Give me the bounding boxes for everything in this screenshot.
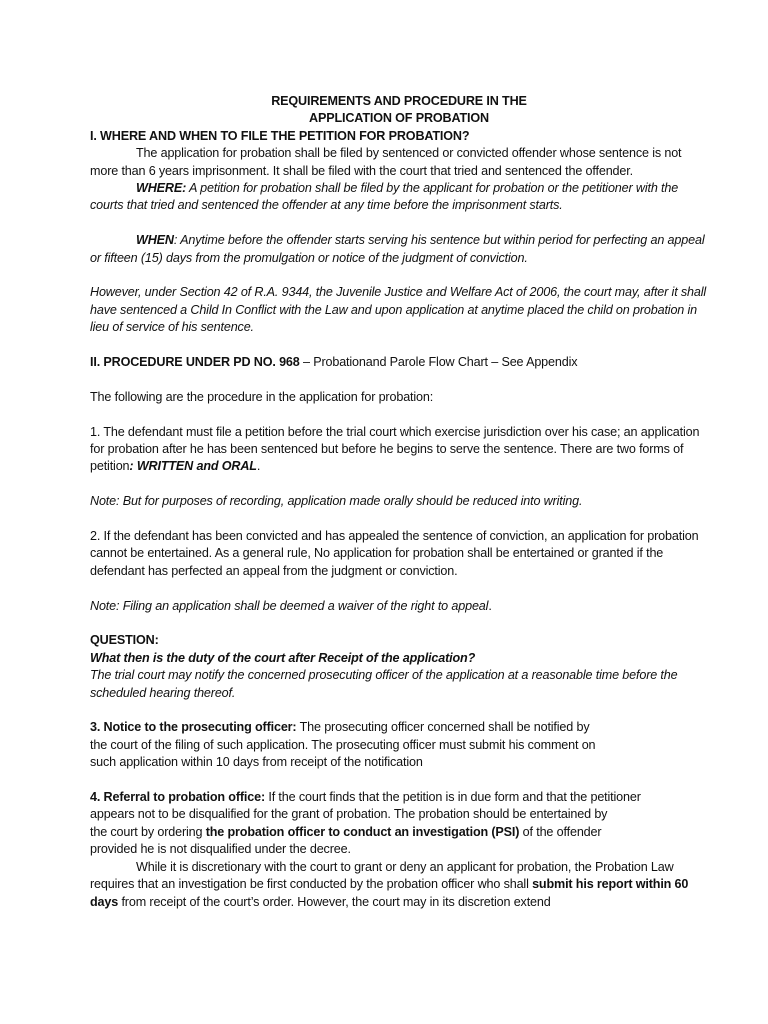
document-title-line-2: APPLICATION OF PROBATION bbox=[309, 111, 489, 126]
where-paragraph bbox=[90, 180, 708, 215]
step-3-line-1-text: The prosecuting officer concerned shall be notified by bbox=[296, 720, 590, 735]
however-paragraph: However, under Section 42 of R.A. 9344, the Juvenile Justice and Welfare Act of 2006, the court may, after it shall have sentenced a Child In Conflict with the Law and upon application at anytime placed the child on probation in lieu of service of his sentence. bbox=[90, 285, 707, 335]
step-3-line-2: the court of the filing of such application. The prosecuting officer must submit his comment on bbox=[90, 737, 596, 752]
step-4-line-2: appears not to be disqualified for the grant of probation. The probation should be entertained by bbox=[90, 807, 608, 822]
step-2-note: Note: Filing an application shall be deemed a waiver of the right to appeal bbox=[90, 598, 489, 613]
step-4-p2c: from receipt of the court’s order. However, the court may in its discretion extend bbox=[118, 894, 551, 909]
when-text: : Anytime before the offender starts serving his sentence but within period for perfecting an appeal or fifteen (15) days from the promulgation or notice of the judgment of conviction. bbox=[90, 233, 705, 265]
procedure-intro: The following are the procedure in the application for probation: bbox=[90, 389, 434, 404]
when-paragraph bbox=[90, 232, 708, 267]
where-text: A petition for probation shall be filed by the applicant for probation or the petitioner with the courts that tried and sentenced the offender at any time before the imprisonment starts. bbox=[90, 181, 679, 213]
step-3-label: 3. Notice to the prosecuting officer: bbox=[90, 720, 297, 735]
document-title-line-1: REQUIREMENTS AND PROCEDURE IN THE bbox=[271, 94, 527, 108]
step-4-paragraph-2 bbox=[90, 859, 708, 911]
section-1-paragraph: The application for probation shall be filed by sentenced or convicted offender whose sentence is not more than 6 years imprisonment. It shall be filed with the court that tried and sentenced the offender. bbox=[90, 146, 682, 178]
step-2-paragraph: 2. If the defendant has been convicted and has appealed the sentence of conviction, an application for probation cannot be entertained. As a general rule, No application for probation shall be entertained or granted if the defendant has perfected an appeal from the judgment or conviction. bbox=[90, 529, 699, 578]
step-1-end: . bbox=[256, 459, 261, 474]
question-label: QUESTION: bbox=[90, 633, 159, 648]
step-4-line-3c: of the offender bbox=[519, 824, 602, 839]
section-1-heading: I. WHERE AND WHEN TO FILE THE PETITION FOR PROBATION? bbox=[90, 128, 470, 143]
step-1-forms: : WRITTEN and ORAL bbox=[129, 459, 257, 474]
step-4-line-4: provided he is not disqualified under the decree. bbox=[90, 842, 351, 857]
step-3-line-3: such application within 10 days from receipt of the notification bbox=[90, 755, 423, 770]
step-1-text: 1. The defendant must file a petition before the trial court which exercise jurisdiction over his case; an application for probation after he has been sentenced but before he begins to serve the sentence. There are two forms of petition bbox=[90, 424, 700, 474]
section-2-heading-bold: II. PROCEDURE UNDER PD NO. 968 bbox=[90, 355, 300, 370]
step-4-report-deadline: submit his report within 60 days bbox=[90, 877, 689, 909]
step-1-note: Note: But for purposes of recording, application made orally should be reduced into writing. bbox=[90, 494, 583, 509]
step-4-line-1 bbox=[90, 789, 708, 806]
step-4-line-1-text: If the court finds that the petition is in due form and that the petitioner bbox=[265, 790, 641, 805]
step-4-label: 4. Referral to probation office: bbox=[90, 790, 266, 805]
question-answer: The trial court may notify the concerned prosecuting officer of the application at a reasonable time before the scheduled hearing thereof. bbox=[90, 668, 678, 700]
where-label: WHERE: bbox=[136, 181, 187, 196]
question-text: What then is the duty of the court after Receipt of the application? bbox=[90, 650, 476, 665]
step-4-line-3a: the court by ordering bbox=[90, 824, 206, 839]
section-2-heading-rest: – Probationand Parole Flow Chart – See Appendix bbox=[299, 355, 578, 370]
step-2-note-end: . bbox=[488, 598, 492, 613]
step-3-line-1 bbox=[90, 719, 708, 736]
section-2-heading bbox=[90, 354, 708, 371]
step-4-p2a: While it is discretionary with the court to grant or deny an applicant for probation, the Probation Law requires that an investigation be first conducted by the probation officer who shall bbox=[90, 859, 674, 892]
step-4-line-3 bbox=[90, 824, 708, 841]
step-2-note-paragraph bbox=[90, 598, 708, 615]
when-label: WHEN bbox=[136, 233, 174, 248]
step-1-paragraph bbox=[90, 424, 708, 476]
step-4-psi-order: the probation officer to conduct an investigation (PSI) bbox=[205, 824, 520, 839]
